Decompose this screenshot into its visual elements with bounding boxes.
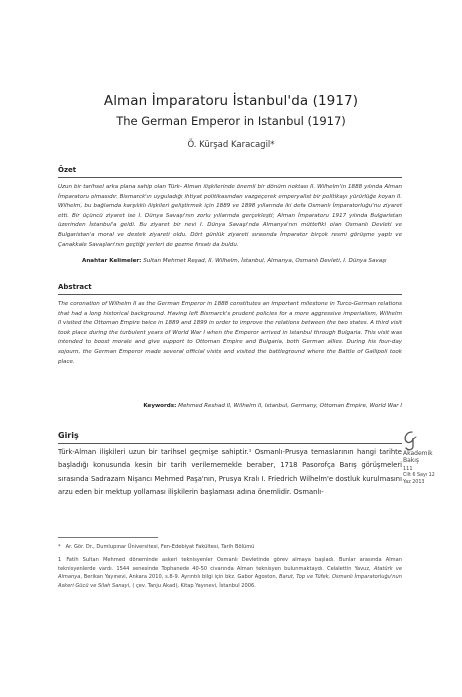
- footnote-rule: [58, 537, 158, 538]
- journal-info: [403, 450, 459, 486]
- abstract-tr-text: Uzun bir tarihsel arka plana sahip olan Türk- Alman ilişkilerinde önemli bir dönüm noktası II. Wilhelm'in 1888 yılında Alman İmparatoru olmasıdır. Bismarck'ın uyguladığı ihtiyat politikasından vazgeçerek emperyalist bir politikayı yürürlüğe koyan II. Wilhelm, bu bağlamda karşılıklı ilişkileri geliştirmek için 1889 ve 1898 yıllarında iki defa Osmanlı İmparatorluğu'nu ziyaret etti. Bir üçüncü ziyaret ise I. Dünya Savaşı'nın zorlu yıllarında gerçekleşti; Alman İmparatoru 1917 yılında Bulgaristan üzerinden İstanbul'a geldi. Bu ziyaret bir nevi I. Dünya Savaşı'nda Almanya'nın müttefiki olan Osmanlı Devleti ve Bulgaristan'a moral ve destek ziyareti oldu. Dört günlük ziyareti sırasında İmparator birçok resmi görüşme yaptı ve Çanakkale Savaşları'nın geçtiği yerleri de gezme fırsatı da buldu.: [58, 184, 402, 248]
- journal-volume: Cilt 6 Sayı 12: [403, 473, 435, 478]
- intro-text: Türk-Alman ilişkileri uzun bir tarihsel geçmişe sahiptir.¹ Osmanlı-Prusya temaslarının hangi tarihte başladığı konusunda kesin bir tarih verilememekle beraber, 1718 Pasorofça Barış görüşmeleri sırasında Sadrazam Nişancı Mehmed Paşa'nın, Prusya Kralı I. Friedrich Wilhelm'e dostluk kurulmasını arzu eden bir mektup yollaması ilişkilerin başlaması adına önemlidir. Osmanlı-: [58, 448, 402, 497]
- journal-date: Yaz 2013: [403, 479, 425, 485]
- journal-name-line2: Bakış: [403, 457, 420, 464]
- footnote-author: * Ar. Gör. Dr., Dumlupınar Üniversitesi, Fen-Edebiyat Fakültesi, Tarih Bölümü: [58, 544, 255, 550]
- footnote-1-book-2: Barut, Top ve Tüfek, Osmanlı İmparatorluğu'nun Askeri Gücü ve Silah Sanayi: [58, 574, 402, 589]
- footnote-1: [58, 556, 402, 590]
- intro-heading: Giriş: [58, 431, 79, 440]
- keywords-tr-label: Anahtar Kelimeler:: [82, 258, 142, 264]
- journal-name-line1: Akademik: [403, 450, 433, 457]
- footnote-1-book-1: Atatürk ve Almanya: [58, 565, 403, 581]
- footnote-1-text-a: 1 Fatih Sultan Mehmed döneminde askeri teknisyenler Osmanlı Devletinde görev almaya başladı. Bunlar arasında Alman teknisyenlerde vardı. 1544 senesinde Tophanede 40-50 civarında Alman teknisyen bulunmaktaydı. Celalettin Yavuz,: [58, 557, 402, 572]
- article-title-en: The German Emperor in Istanbul (1917): [116, 114, 346, 128]
- article-title-tr: Alman İmparatoru İstanbul'da (1917): [103, 93, 359, 109]
- footnote-1-text-b: , Berikan Yayınevi, Ankara 2010, s.8-9. Ayrıntılı bilgi için bkz. Gabor Agoston,: [80, 574, 279, 581]
- footnote-1-text-c: , ( çev. Tanju Akad), Kitap Yayınevi, İstanbul 2006.: [129, 582, 256, 589]
- abstract-en-heading: Abstract: [58, 283, 92, 291]
- keywords-tr: [58, 257, 402, 267]
- abstract-tr-rule: [58, 177, 402, 178]
- intro-rule: [58, 443, 402, 444]
- keywords-tr-list: Sultan Mehmet Reşad, II. Wilhelm, İstanbul, Almanya, Osmanlı Devleti, I. Dünya Savaşı: [143, 258, 387, 264]
- keywords-en: [58, 402, 402, 412]
- abstract-en-text: The coronation of Wilhelm II as the German Emperor in 1888 constitutes an important milestone in Turco-German relations that had a long historical background. Having left Bismarck's prudent policies for a more aggressive imperialism, Wilhelm II visited the Ottoman Empire twice in 1889 and 1899 in order to improve the relations between the two states. A third visit took place during the turbulent years of World War I when the Emperor arrived in Istanbul through Bulgaria. This visit was intended to boost morale and give support to Ottoman Empire and Bulgaria, both German allies. During his four-day sojourn, the German Emperor made several official visits and visited the battleground where the Battle of Gallipoli took place.: [58, 301, 402, 365]
- abstract-en-rule: [58, 294, 402, 295]
- author-name: Ö. Kürşad Karacagil*: [187, 140, 275, 150]
- page-number: 111: [403, 466, 413, 472]
- keywords-en-label: Keywords:: [143, 403, 177, 409]
- journal-logo-icon: [402, 430, 418, 452]
- keywords-en-list: Mehmed Reshad II, Wilhelm II, Istanbul, Germany, Ottoman Empire, World War I: [178, 403, 402, 409]
- abstract-tr-heading: Özet: [58, 166, 77, 174]
